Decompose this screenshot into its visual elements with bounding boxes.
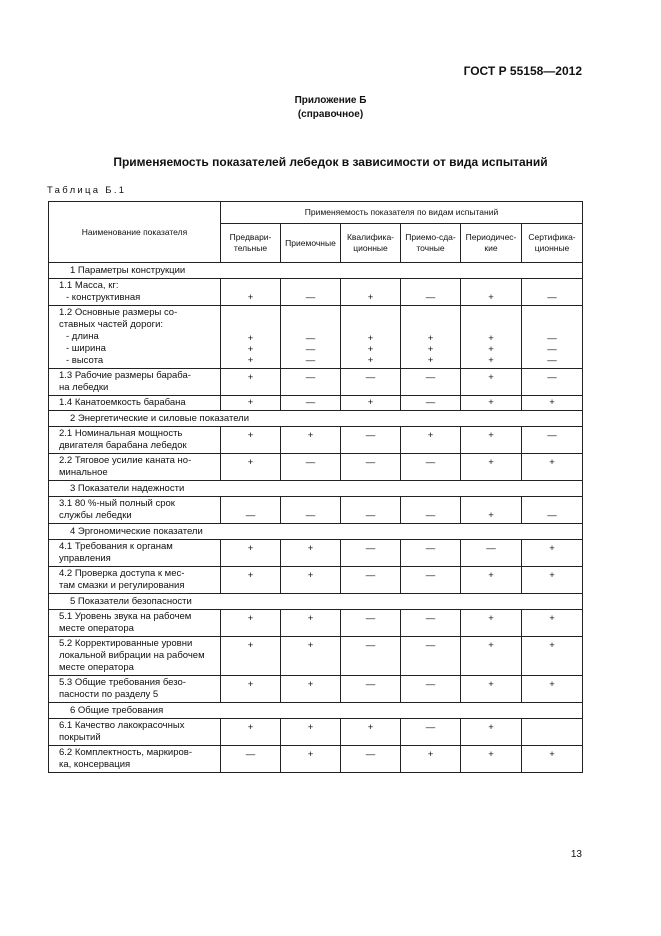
table-row (49, 746, 583, 773)
applicability-mark: + (247, 355, 254, 366)
applicability-mark: — (547, 510, 557, 521)
applicability-mark: + (488, 722, 494, 733)
applicability-mark: + (488, 292, 494, 303)
section-title: 6 Общие требования (49, 703, 583, 719)
applicability-cell (522, 427, 583, 454)
indicator-name-line: 1.1 Масса, кг: (59, 280, 119, 291)
section-row (49, 524, 583, 540)
applicability-mark: + (247, 570, 254, 581)
applicability-cell (281, 540, 341, 567)
applicability-mark: — (547, 333, 557, 344)
applicability-mark: — (365, 457, 376, 468)
indicator-name-line: там смазки и регулирования (59, 580, 185, 591)
applicability-mark: — (365, 640, 376, 651)
col-group-header: Применяемость показателя по видам испытаний (221, 202, 583, 224)
applicability-mark: + (367, 292, 374, 303)
section-title: 4 Эргономические показатели (49, 524, 583, 540)
col-header-indicator-name: Наименование показателя (49, 202, 221, 263)
applicability-cell (461, 369, 522, 396)
applicability-cell (461, 427, 522, 454)
applicability-cell (522, 306, 583, 369)
table-row (49, 396, 583, 411)
applicability-mark: — (305, 397, 316, 408)
section-row (49, 703, 583, 719)
applicability-mark: + (488, 372, 494, 383)
applicability-mark: — (425, 640, 436, 651)
applicability-mark: — (305, 344, 316, 355)
applicability-cell (281, 427, 341, 454)
applicability-mark: + (488, 333, 494, 344)
header-line: точные (416, 243, 445, 253)
indicator-name-line: 4.1 Требования к органам (59, 541, 173, 552)
header-line: ционные (534, 243, 570, 253)
applicability-cell (281, 746, 341, 773)
indicator-name-line: 1.3 Рабочие размеры бараба- (59, 370, 191, 381)
applicability-mark: + (307, 570, 314, 581)
table-row (49, 719, 583, 746)
col-header-test-type (461, 224, 522, 263)
applicability-mark: + (488, 679, 494, 690)
applicability-mark: + (307, 749, 314, 760)
applicability-cell (401, 396, 461, 411)
applicability-mark: + (367, 722, 374, 733)
applicability-mark: + (427, 430, 434, 441)
applicability-mark: + (488, 355, 494, 366)
applicability-mark: + (307, 430, 314, 441)
table-body (49, 263, 583, 773)
applicability-cell (522, 454, 583, 481)
applicability-cell (401, 637, 461, 676)
indicator-name-cell (49, 637, 221, 676)
applicability-cell (221, 676, 281, 703)
indicator-name-line: на лебедки (59, 382, 109, 393)
col-header-test-type (281, 224, 341, 263)
applicability-cell (401, 369, 461, 396)
indicator-name-line: минальное (59, 467, 108, 478)
applicability-mark: + (488, 430, 494, 441)
applicability-mark: — (365, 613, 376, 624)
applicability-cell (341, 719, 401, 746)
indicator-name-cell (49, 306, 221, 369)
applicability-mark: — (486, 543, 496, 554)
indicator-name-cell (49, 279, 221, 306)
applicability-cell (522, 567, 583, 594)
indicator-name-line: - высота (66, 355, 104, 366)
applicability-mark: — (425, 679, 436, 690)
applicability-cell (221, 454, 281, 481)
table-row (49, 610, 583, 637)
applicability-mark: — (365, 430, 376, 441)
applicability-mark: — (365, 679, 376, 690)
applicability-mark: + (247, 722, 254, 733)
applicability-mark: + (549, 679, 555, 690)
applicability-mark: + (488, 749, 494, 760)
indicator-name-line: ка, консервация (59, 759, 131, 770)
table-row (49, 637, 583, 676)
indicator-name-line: покрытий (59, 732, 101, 743)
indicator-name-cell (49, 676, 221, 703)
applicability-mark: + (247, 333, 254, 344)
applicability-cell (461, 279, 522, 306)
indicator-name-line: 5.2 Корректированные уровни (59, 638, 193, 649)
applicability-cell (281, 497, 341, 524)
section-row (49, 481, 583, 497)
applicability-cell (401, 306, 461, 369)
applicability-mark: — (425, 613, 436, 624)
applicability-cell (401, 719, 461, 746)
applicability-mark: — (305, 372, 316, 383)
applicability-cell (221, 637, 281, 676)
applicability-mark: + (427, 355, 434, 366)
applicability-cell (341, 279, 401, 306)
applicability-cell (341, 567, 401, 594)
applicability-cell (341, 540, 401, 567)
applicability-mark: — (365, 543, 376, 554)
applicability-cell (461, 676, 522, 703)
applicability-mark: — (547, 372, 557, 383)
applicability-mark: — (425, 510, 436, 521)
applicability-mark: + (247, 640, 254, 651)
applicability-mark: + (549, 749, 555, 760)
indicator-name-line: 4.2 Проверка доступа к мес- (59, 568, 185, 579)
applicability-cell (221, 540, 281, 567)
applicability-cell (221, 396, 281, 411)
indicator-name-cell (49, 719, 221, 746)
indicator-name-line: - конструктивная (66, 292, 141, 303)
applicability-cell (341, 497, 401, 524)
applicability-cell (461, 567, 522, 594)
applicability-cell (281, 306, 341, 369)
indicator-name-cell (49, 454, 221, 481)
applicability-cell (401, 427, 461, 454)
applicability-mark: + (488, 457, 494, 468)
applicability-cell (281, 396, 341, 411)
applicability-mark: — (425, 292, 436, 303)
table-row (49, 676, 583, 703)
applicability-cell (221, 306, 281, 369)
applicability-mark: + (307, 543, 314, 554)
applicability-cell (522, 497, 583, 524)
applicability-mark: + (247, 543, 254, 554)
page-title: Применяемость показателей лебедок в зависимости от вида испытаний (113, 155, 548, 169)
applicability-cell (341, 637, 401, 676)
header-line: Сертифика- (528, 232, 576, 242)
indicator-name-line: 6.1 Качество лакокрасочных (59, 720, 185, 731)
applicability-mark: + (488, 640, 494, 651)
applicability-cell (221, 567, 281, 594)
applicability-mark: + (549, 457, 555, 468)
applicability-mark: + (247, 430, 254, 441)
applicability-cell (341, 427, 401, 454)
indicator-name-line: месте оператора (59, 623, 134, 634)
applicability-cell (401, 610, 461, 637)
indicator-name-cell (49, 610, 221, 637)
applicability-cell (401, 454, 461, 481)
applicability-cell (401, 746, 461, 773)
col-header-test-type (522, 224, 583, 263)
applicability-cell (401, 497, 461, 524)
applicability-mark: — (305, 510, 316, 521)
table-row (49, 454, 583, 481)
applicability-cell (522, 610, 583, 637)
indicator-name-line: 2.2 Тяговое усилие каната но- (59, 455, 192, 466)
applicability-mark: — (305, 355, 316, 366)
applicability-mark: + (549, 570, 555, 581)
applicability-cell (461, 396, 522, 411)
section-title: 3 Показатели надежности (49, 481, 583, 497)
applicability-mark: + (247, 292, 254, 303)
applicability-mark: + (307, 722, 314, 733)
applicability-cell (341, 369, 401, 396)
applicability-mark: + (307, 640, 314, 651)
indicator-name-cell (49, 540, 221, 567)
applicability-mark: — (425, 372, 436, 383)
applicability-cell (401, 567, 461, 594)
indicator-name-line: локальной вибрации на рабочем (59, 650, 205, 661)
indicator-name-line: управления (59, 553, 111, 564)
applicability-cell (401, 540, 461, 567)
section-title: 2 Энергетические и силовые показатели (49, 411, 583, 427)
applicability-mark: — (425, 570, 436, 581)
header-line: Предвари- (229, 232, 272, 242)
indicator-name-line: двигателя барабана лебедок (59, 440, 187, 451)
indicator-name-line: 6.2 Комплектность, маркиров- (59, 747, 192, 758)
applicability-mark: + (247, 372, 254, 383)
col-header-test-type (341, 224, 401, 263)
applicability-mark: + (488, 397, 494, 408)
applicability-mark: — (305, 333, 316, 344)
applicability-mark: — (547, 344, 557, 355)
applicability-cell (461, 746, 522, 773)
applicability-cell (401, 279, 461, 306)
applicability-cell (461, 497, 522, 524)
applicability-mark: — (425, 397, 436, 408)
applicability-mark: + (247, 613, 254, 624)
header-line: кие (484, 243, 498, 253)
indicator-name-cell (49, 497, 221, 524)
applicability-mark: + (247, 397, 254, 408)
applicability-cell (281, 567, 341, 594)
page-number: 13 (570, 849, 582, 860)
applicability-mark: — (425, 543, 436, 554)
applicability-mark: — (365, 749, 376, 760)
applicability-cell (522, 676, 583, 703)
applicability-mark: — (365, 510, 376, 521)
appendix-type: (справочное) (297, 109, 364, 120)
applicability-mark: + (307, 613, 314, 624)
col-header-test-type (401, 224, 461, 263)
header-line: Приемо-сда- (405, 232, 456, 242)
applicability-cell (401, 676, 461, 703)
applicability-table (48, 201, 583, 773)
applicability-mark: — (305, 457, 316, 468)
table-row (49, 497, 583, 524)
table-header (49, 202, 583, 263)
applicability-cell (221, 497, 281, 524)
applicability-mark: + (367, 355, 374, 366)
applicability-cell (341, 454, 401, 481)
applicability-cell (522, 746, 583, 773)
indicator-name-cell (49, 427, 221, 454)
header-line: Квалифика- (346, 232, 394, 242)
applicability-cell (461, 306, 522, 369)
indicator-name-line: - длина (66, 331, 99, 342)
applicability-mark: — (245, 749, 256, 760)
applicability-mark: — (365, 570, 376, 581)
applicability-mark: + (427, 749, 434, 760)
indicator-name-cell (49, 567, 221, 594)
applicability-mark: + (367, 333, 374, 344)
section-title: 1 Параметры конструкции (49, 263, 583, 279)
indicator-name-line: 3.1 80 %-ный полный срок (59, 498, 175, 509)
applicability-mark: + (549, 640, 555, 651)
applicability-cell (281, 454, 341, 481)
indicator-name-line: 5.1 Уровень звука на рабочем (59, 611, 192, 622)
table-row (49, 369, 583, 396)
indicator-name-line: 2.1 Номинальная мощность (59, 428, 183, 439)
applicability-cell (221, 369, 281, 396)
section-title: 5 Показатели безопасности (49, 594, 583, 610)
applicability-cell (221, 610, 281, 637)
applicability-cell (341, 676, 401, 703)
table-row (49, 567, 583, 594)
applicability-mark: — (547, 292, 557, 303)
indicator-name-line: службы лебедки (59, 510, 132, 521)
applicability-mark: + (549, 397, 555, 408)
applicability-mark: + (367, 397, 374, 408)
header-line: Приемочные (285, 237, 336, 248)
applicability-mark: — (305, 292, 316, 303)
table-row (49, 540, 583, 567)
applicability-cell (281, 610, 341, 637)
applicability-mark: + (488, 613, 494, 624)
header-line: ционные (353, 243, 388, 253)
indicator-name-line: - ширина (66, 343, 106, 354)
applicability-cell (281, 719, 341, 746)
applicability-cell (221, 746, 281, 773)
indicator-name-line: 1.4 Канатоемкость барабана (59, 397, 186, 408)
applicability-mark: + (367, 344, 374, 355)
applicability-mark: — (547, 430, 557, 441)
applicability-mark: — (547, 355, 557, 366)
table-row (49, 427, 583, 454)
indicator-name-cell (49, 746, 221, 773)
applicability-mark: + (549, 613, 555, 624)
appendix-heading (0, 94, 661, 122)
col-header-test-type (221, 224, 281, 263)
applicability-mark: + (427, 344, 434, 355)
indicator-name-line: 5.3 Общие требования безо- (59, 677, 186, 688)
applicability-cell (281, 279, 341, 306)
applicability-mark: + (247, 679, 254, 690)
applicability-cell (461, 454, 522, 481)
applicability-cell (522, 719, 583, 746)
applicability-mark: + (549, 543, 555, 554)
applicability-cell (522, 540, 583, 567)
table-row (49, 306, 583, 369)
applicability-cell (281, 676, 341, 703)
applicability-cell (461, 540, 522, 567)
section-row (49, 263, 583, 279)
table-row (49, 279, 583, 306)
applicability-cell (522, 369, 583, 396)
section-row (49, 411, 583, 427)
applicability-mark: + (488, 344, 494, 355)
applicability-cell (341, 746, 401, 773)
applicability-cell (522, 637, 583, 676)
applicability-mark: — (365, 372, 376, 383)
section-row (49, 594, 583, 610)
indicator-name-line: ставных частей дороги: (59, 319, 164, 330)
indicator-name-line: месте оператора (59, 662, 134, 673)
applicability-cell (522, 279, 583, 306)
applicability-mark: + (307, 679, 314, 690)
applicability-cell (461, 637, 522, 676)
indicator-name-cell (49, 369, 221, 396)
header-line: Периодичес- (465, 232, 517, 242)
applicability-mark: — (425, 722, 436, 733)
table-caption: Таблица Б.1 (47, 185, 127, 196)
indicator-name-line: пасности по разделу 5 (59, 689, 159, 700)
applicability-mark: + (427, 333, 434, 344)
appendix-label: Приложение Б (294, 95, 367, 106)
applicability-cell (522, 396, 583, 411)
header-line: тельные (233, 243, 268, 253)
applicability-cell (461, 610, 522, 637)
applicability-cell (221, 427, 281, 454)
applicability-mark: + (247, 344, 254, 355)
applicability-cell (341, 396, 401, 411)
applicability-cell (221, 719, 281, 746)
applicability-cell (281, 637, 341, 676)
indicator-name-line: 1.2 Основные размеры со- (59, 307, 178, 318)
applicability-mark: + (247, 457, 254, 468)
applicability-mark: + (488, 510, 494, 521)
applicability-cell (341, 306, 401, 369)
applicability-mark: — (245, 510, 256, 521)
applicability-mark: — (425, 457, 436, 468)
applicability-cell (461, 719, 522, 746)
document-code: ГОСТ Р 55158—2012 (463, 64, 582, 78)
applicability-mark: + (488, 570, 494, 581)
applicability-cell (281, 369, 341, 396)
applicability-cell (341, 610, 401, 637)
indicator-name-cell (49, 396, 221, 411)
applicability-cell (221, 279, 281, 306)
